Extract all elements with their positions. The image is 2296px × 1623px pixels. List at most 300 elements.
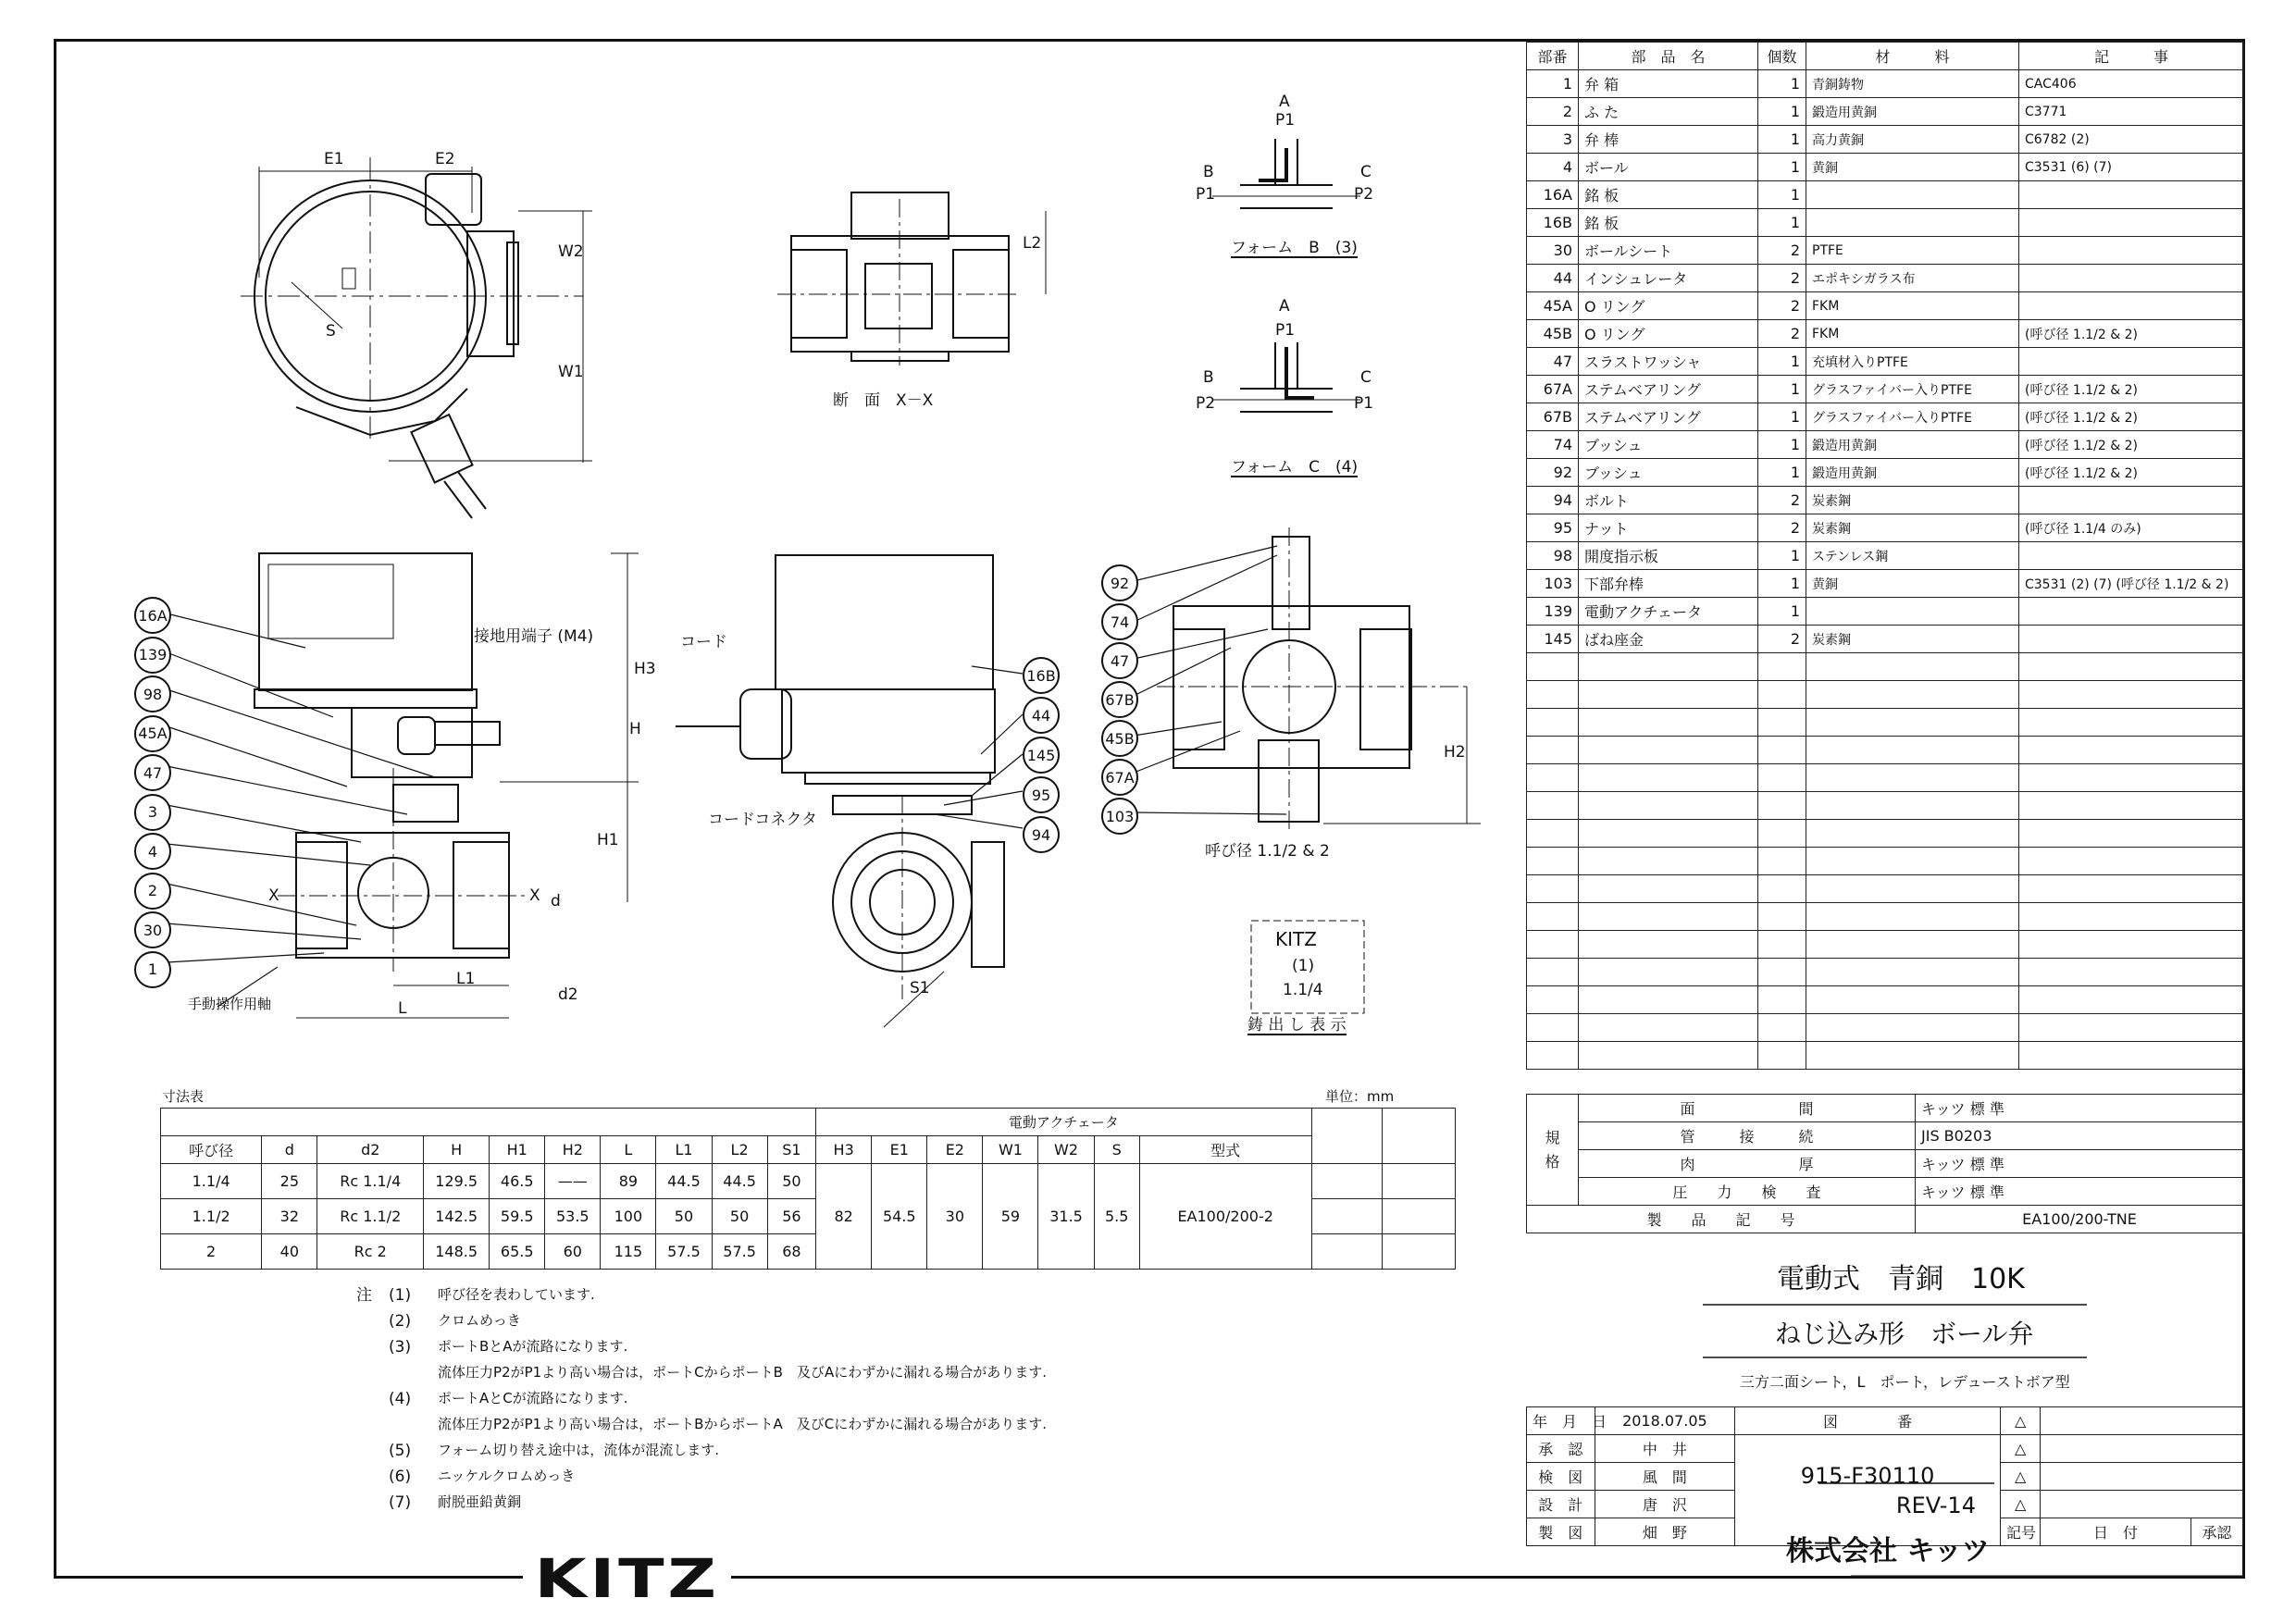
rev-header-approval: 承認 [2191, 1518, 2242, 1546]
note-number: (4) [389, 1390, 412, 1408]
note-text: ポートBとAが流路になります. [438, 1338, 628, 1355]
parts-row-empty [1527, 792, 2244, 820]
part-no: 94 [1527, 487, 1579, 514]
note-text: クロムめっき [438, 1312, 521, 1329]
label-cord: コード [680, 633, 727, 651]
part-qty: 1 [1758, 376, 1806, 403]
label-port-c: C [1360, 163, 1371, 181]
header-part-name: 部 品 名 [1579, 43, 1758, 70]
note-text: 耐脱亜鉛黄銅 [438, 1493, 522, 1510]
parts-row-empty [1527, 653, 2244, 681]
part-callout: 74 [1101, 603, 1138, 640]
dim-header-cell: H2 [545, 1136, 601, 1164]
dim-row [161, 1164, 1456, 1199]
dim-header-cell: 型式 [1139, 1136, 1311, 1164]
dim-header-cell: L2 [712, 1136, 767, 1164]
part-no: 47 [1527, 348, 1579, 376]
part-remarks [2019, 209, 2244, 237]
label-h3: H3 [634, 660, 656, 678]
dim-cell: Rc 1.1/4 [317, 1164, 424, 1199]
part-no: 44 [1527, 265, 1579, 292]
header-remarks: 記 事 [2019, 43, 2244, 70]
part-remarks: C3531 (6) (7) [2019, 154, 2244, 181]
parts-row [1527, 98, 2244, 126]
dim-cell: 40 [262, 1234, 317, 1270]
parts-row-empty [1527, 875, 2244, 903]
cast-line-note: (1) [1292, 957, 1315, 975]
parts-row-empty [1527, 931, 2244, 959]
part-material: 高力黄銅 [1806, 126, 2019, 154]
part-no: 16B [1527, 209, 1579, 237]
front-view [254, 553, 639, 1018]
part-material: 鍛造用黄銅 [1806, 98, 2019, 126]
part-qty: 2 [1758, 514, 1806, 542]
parts-row-empty [1527, 848, 2244, 875]
part-callout: 92 [1101, 564, 1138, 601]
dim-table-caption: 寸法表 [162, 1088, 205, 1105]
part-qty: 2 [1758, 237, 1806, 265]
dim-header-cell: H3 [816, 1136, 872, 1164]
dim-cell: 50 [656, 1199, 712, 1234]
label-h1: H1 [597, 831, 619, 849]
part-material: 炭素鋼 [1806, 487, 2019, 514]
parts-row-empty [1527, 764, 2244, 792]
label-manual-shaft: 手動操作用軸 [188, 996, 272, 1012]
part-callout: 145 [1023, 737, 1060, 774]
dim-cell: 1.1/4 [161, 1164, 262, 1199]
part-remarks: C3771 [2019, 98, 2244, 126]
part-remarks [2019, 348, 2244, 376]
dim-header-cell: S [1094, 1136, 1139, 1164]
date-label: 年 月 日 [1527, 1407, 1595, 1435]
part-name: インシュレータ [1579, 265, 1758, 292]
rev-triangle: △ [2000, 1407, 2040, 1435]
parts-row-empty [1527, 1014, 2244, 1042]
dim-cell: 115 [601, 1234, 656, 1270]
part-remarks: (呼び径 1.1/2 & 2) [2019, 431, 2244, 459]
part-name: ステムベアリング [1579, 376, 1758, 403]
part-no: 4 [1527, 154, 1579, 181]
dim-cell: 89 [601, 1164, 656, 1199]
side-view [676, 555, 1004, 1027]
header-part-no: 部番 [1527, 43, 1579, 70]
label-cast-mark: 鋳 出 し 表 示 [1247, 1016, 1347, 1035]
dim-cell: 142.5 [424, 1199, 490, 1234]
label-h: H [629, 720, 641, 738]
dim-cell: 46.5 [490, 1164, 545, 1199]
parts-row [1527, 403, 2244, 431]
label-form-b: フォーム B (3) [1231, 239, 1358, 257]
dim-cell: Rc 1.1/2 [317, 1199, 424, 1234]
parts-row [1527, 126, 2244, 154]
label-port-b: B [1203, 163, 1214, 181]
part-callout: 67B [1101, 681, 1138, 718]
part-qty: 1 [1758, 542, 1806, 570]
dim-cell: 2 [161, 1234, 262, 1270]
parts-row-empty [1527, 986, 2244, 1014]
notes-label: 注 [356, 1286, 372, 1305]
part-callout: 47 [1101, 642, 1138, 679]
rev-triangle: △ [2000, 1463, 2040, 1491]
part-no: 45B [1527, 320, 1579, 348]
dim-header-cell: H [424, 1136, 490, 1164]
part-callout: 2 [134, 873, 171, 910]
part-remarks: C3531 (2) (7) (呼び径 1.1/2 & 2) [2019, 570, 2244, 598]
kitz-logo: KITZ [523, 1547, 731, 1610]
part-remarks [2019, 626, 2244, 653]
label-port-a: A [1279, 297, 1290, 316]
parts-row [1527, 514, 2244, 542]
parts-table-body [1527, 70, 2244, 1070]
dim-header-cell: E2 [927, 1136, 983, 1164]
part-name: 弁 棒 [1579, 126, 1758, 154]
part-material: PTFE [1806, 237, 2019, 265]
parts-row [1527, 570, 2244, 598]
part-material: エポキシガラス布 [1806, 265, 2019, 292]
part-no: 45A [1527, 292, 1579, 320]
label-section-xx: 断 面 X－X [833, 391, 934, 410]
note-text: ポートAとCが流路になります. [438, 1390, 628, 1406]
dim-cell: 59.5 [490, 1199, 545, 1234]
parts-row [1527, 292, 2244, 320]
part-name: ふ た [1579, 98, 1758, 126]
part-no: 92 [1527, 459, 1579, 487]
dim-header-cell: W1 [983, 1136, 1038, 1164]
part-remarks: (呼び径 1.1/4 のみ) [2019, 514, 2244, 542]
part-remarks: (呼び径 1.1/2 & 2) [2019, 403, 2244, 431]
label-s: S [326, 322, 336, 341]
part-callout: 30 [134, 911, 171, 948]
part-name: O リング [1579, 292, 1758, 320]
part-no: 30 [1527, 237, 1579, 265]
part-qty: 1 [1758, 459, 1806, 487]
label-p1: P1 [1196, 185, 1216, 204]
approve-name: 中 井 [1595, 1435, 1735, 1463]
dim-cell: 68 [767, 1234, 815, 1270]
note-number: (5) [389, 1442, 412, 1460]
part-qty: 1 [1758, 181, 1806, 209]
part-callout: 4 [134, 833, 171, 870]
label-p1: P1 [1275, 111, 1296, 130]
part-name: ブッシュ [1579, 459, 1758, 487]
label-l1: L1 [456, 970, 476, 988]
form-b-diagram [1212, 139, 1360, 208]
dim-cell: 60 [545, 1234, 601, 1270]
part-qty: 2 [1758, 626, 1806, 653]
part-remarks: C6782 (2) [2019, 126, 2244, 154]
dim-header-cell: W2 [1038, 1136, 1094, 1164]
dim-cell: 129.5 [424, 1164, 490, 1199]
note-number: (1) [389, 1286, 412, 1305]
part-qty: 1 [1758, 209, 1806, 237]
dim-table-header [161, 1136, 1456, 1164]
dim-header-cell: d [262, 1136, 317, 1164]
part-material [1806, 181, 2019, 209]
dim-table-body [161, 1164, 1456, 1270]
rev-header-mark: 記号 [2000, 1518, 2040, 1546]
part-callout: 45A [134, 715, 171, 752]
note-text: 呼び径を表わしています. [438, 1286, 595, 1303]
rev-header-date: 日 付 [2041, 1518, 2191, 1546]
part-callout: 1 [134, 951, 171, 988]
part-callout: 95 [1023, 776, 1060, 813]
part-material: FKM [1806, 320, 2019, 348]
label-s1: S1 [910, 979, 930, 997]
dim-cell: Rc 2 [317, 1234, 424, 1270]
part-remarks: CAC406 [2019, 70, 2244, 98]
parts-row [1527, 209, 2244, 237]
part-no: 145 [1527, 626, 1579, 653]
part-callout: 94 [1023, 816, 1060, 853]
parts-row-empty [1527, 709, 2244, 737]
dim-cell: 1.1/2 [161, 1199, 262, 1234]
label-x-right: X [529, 886, 540, 905]
draft-label: 製 図 [1527, 1518, 1595, 1546]
check-label: 検 図 [1527, 1463, 1595, 1491]
cast-line-brand: KITZ [1275, 928, 1317, 950]
dim-header-cell: E1 [872, 1136, 927, 1164]
actuator-cell: EA100/200-2 [1139, 1164, 1311, 1270]
standards-label: 規 格 [1527, 1095, 1579, 1206]
standard-item: 管 接 続 [1579, 1122, 1916, 1150]
actuator-top-view [241, 157, 592, 518]
note-number: (6) [389, 1468, 412, 1486]
title-line-1: 電動式 青銅 10K [1777, 1263, 2025, 1295]
label-port-c: C [1360, 368, 1371, 387]
dim-table-unit: 単位：mm [1325, 1088, 1395, 1105]
label-d: d [551, 892, 561, 911]
dim-header-cell: H1 [490, 1136, 545, 1164]
dim-header-cell: L1 [656, 1136, 712, 1164]
parts-row [1527, 376, 2244, 403]
note-number: (7) [389, 1493, 412, 1512]
part-material: グラスファイバー入りPTFE [1806, 376, 2019, 403]
part-material: グラスファイバー入りPTFE [1806, 403, 2019, 431]
part-name: スラストワッシャ [1579, 348, 1758, 376]
cast-line-size: 1.1/4 [1283, 981, 1323, 999]
part-material: 鍛造用黄銅 [1806, 431, 2019, 459]
part-name: ブッシュ [1579, 431, 1758, 459]
part-name: ステムベアリング [1579, 403, 1758, 431]
part-name: 銘 板 [1579, 181, 1758, 209]
standard-value: キッツ 標 準 [1916, 1178, 2244, 1206]
part-callout: 103 [1101, 798, 1138, 835]
standard-item: 圧 力 検 査 [1579, 1178, 1916, 1206]
parts-row [1527, 237, 2244, 265]
part-qty: 1 [1758, 598, 1806, 626]
dim-cell: 56 [767, 1199, 815, 1234]
sectional-view [1157, 527, 1481, 833]
label-p2: P2 [1354, 185, 1374, 204]
note-text: 流体圧力P2がP1より高い場合は，ポートBからポートA 及びCにわずかに漏れる場合があります. [438, 1416, 1047, 1432]
part-remarks: (呼び径 1.1/2 & 2) [2019, 376, 2244, 403]
parts-row [1527, 348, 2244, 376]
dim-cell: 50 [767, 1164, 815, 1199]
part-name: 下部弁棒 [1579, 570, 1758, 598]
part-no: 98 [1527, 542, 1579, 570]
actuator-cell: 31.5 [1038, 1164, 1094, 1270]
part-remarks [2019, 181, 2244, 209]
actuator-cell: 5.5 [1094, 1164, 1139, 1270]
part-remarks [2019, 487, 2244, 514]
dim-cell: 57.5 [712, 1234, 767, 1270]
part-no: 95 [1527, 514, 1579, 542]
label-w2: W2 [558, 242, 584, 261]
parts-table [1526, 42, 2244, 1070]
part-qty: 1 [1758, 154, 1806, 181]
title-line-2: ねじ込み形 ボール弁 [1775, 1319, 2034, 1349]
part-qty: 1 [1758, 98, 1806, 126]
note-text: 流体圧力P2がP1より高い場合は，ポートCからポートB 及びAにわずかに漏れる場合があります. [438, 1364, 1047, 1381]
parts-row-empty [1527, 681, 2244, 709]
parts-row [1527, 320, 2244, 348]
part-qty: 1 [1758, 348, 1806, 376]
part-name: ボール [1579, 154, 1758, 181]
date-value: 2018.07.05 [1595, 1407, 1735, 1435]
part-callout: 98 [134, 675, 171, 712]
header-qty: 個数 [1758, 43, 1806, 70]
part-qty: 1 [1758, 431, 1806, 459]
part-no: 67B [1527, 403, 1579, 431]
parts-row-empty [1527, 737, 2244, 764]
parts-row [1527, 431, 2244, 459]
part-callout: 47 [134, 754, 171, 791]
part-qty: 2 [1758, 265, 1806, 292]
part-callout: 16B [1023, 657, 1060, 694]
label-ground-terminal: 接地用端子 (M4) [474, 627, 594, 646]
dim-cell: 100 [601, 1199, 656, 1234]
part-qty: 2 [1758, 487, 1806, 514]
part-no: 3 [1527, 126, 1579, 154]
standard-item: 肉 厚 [1579, 1150, 1916, 1178]
parts-row [1527, 70, 2244, 98]
standard-value: キッツ 標 準 [1916, 1095, 2244, 1122]
part-qty: 1 [1758, 70, 1806, 98]
part-remarks [2019, 542, 2244, 570]
check-name: 風 間 [1595, 1463, 1735, 1491]
label-p2: P2 [1196, 394, 1216, 413]
part-name: 銘 板 [1579, 209, 1758, 237]
company-name: 株式会社 キッツ [1786, 1535, 1990, 1567]
part-name: ボールシート [1579, 237, 1758, 265]
note-number: (3) [389, 1338, 412, 1357]
title-block-table [1526, 1406, 2243, 1546]
part-remarks [2019, 265, 2244, 292]
part-name: 開度指示板 [1579, 542, 1758, 570]
label-p1: P1 [1354, 394, 1374, 413]
dim-cell: 148.5 [424, 1234, 490, 1270]
title-line-3: 三方二面シート，L ポート，レデューストボア型 [1740, 1373, 2070, 1391]
dim-cell: 32 [262, 1199, 317, 1234]
actuator-cell: 59 [983, 1164, 1038, 1270]
dim-cell: 53.5 [545, 1199, 601, 1234]
dim-header-cell: 呼び径 [161, 1136, 262, 1164]
parts-row-empty [1527, 959, 2244, 986]
label-port-a: A [1279, 93, 1290, 111]
part-callout: 16A [134, 597, 171, 634]
design-label: 設 計 [1527, 1491, 1595, 1518]
part-no: 139 [1527, 598, 1579, 626]
form-c-diagram [1212, 342, 1360, 412]
part-name: 電動アクチェータ [1579, 598, 1758, 626]
dim-cell: 25 [262, 1164, 317, 1199]
part-callout: 44 [1023, 697, 1060, 734]
note-text: フォーム切り替え途中は，流体が混流します. [438, 1442, 720, 1458]
part-material: FKM [1806, 292, 2019, 320]
parts-row-empty [1527, 820, 2244, 848]
part-no: 103 [1527, 570, 1579, 598]
parts-row [1527, 181, 2244, 209]
rev-triangle: △ [2000, 1435, 2040, 1463]
part-material: 炭素鋼 [1806, 514, 2019, 542]
part-qty: 1 [1758, 570, 1806, 598]
part-no: 16A [1527, 181, 1579, 209]
dim-cell: 44.5 [656, 1164, 712, 1199]
note-text: ニッケルクロムめっき [438, 1468, 576, 1484]
part-qty: 2 [1758, 320, 1806, 348]
drawing-number-label: 図 番 [1735, 1407, 2001, 1435]
part-remarks [2019, 292, 2244, 320]
part-material: 炭素鋼 [1806, 626, 2019, 653]
part-material: ステンレス鋼 [1806, 542, 2019, 570]
standard-value: キッツ 標 準 [1916, 1150, 2244, 1178]
part-callout: 139 [134, 637, 171, 674]
header-material: 材 料 [1806, 43, 2019, 70]
standards-table [1526, 1094, 2244, 1233]
dim-header-cell: d2 [317, 1136, 424, 1164]
part-name: O リング [1579, 320, 1758, 348]
dim-cell: 50 [712, 1199, 767, 1234]
actuator-cell: 82 [816, 1164, 872, 1270]
part-material: 黄銅 [1806, 154, 2019, 181]
part-remarks [2019, 237, 2244, 265]
draft-name: 畑 野 [1595, 1518, 1735, 1546]
parts-row [1527, 598, 2244, 626]
dim-cell: 44.5 [712, 1164, 767, 1199]
standard-value: JIS B0203 [1916, 1122, 2244, 1150]
dimension-table [160, 1108, 1456, 1270]
part-remarks [2019, 598, 2244, 626]
label-port-b: B [1203, 368, 1214, 387]
label-w1: W1 [558, 363, 584, 381]
label-cord-connector: コードコネクタ [708, 811, 817, 829]
revision: REV-14 [1895, 1492, 1976, 1518]
part-no: 1 [1527, 70, 1579, 98]
dim-header-cell: S1 [767, 1136, 815, 1164]
part-remarks: (呼び径 1.1/2 & 2) [2019, 459, 2244, 487]
dim-cell: 57.5 [656, 1234, 712, 1270]
parts-row [1527, 487, 2244, 514]
actuator-cell: 30 [927, 1164, 983, 1270]
part-qty: 1 [1758, 126, 1806, 154]
actuator-cell: 54.5 [872, 1164, 927, 1270]
part-material [1806, 598, 2019, 626]
dim-header-cell: L [601, 1136, 656, 1164]
label-size-note: 呼び径 1.1/2 & 2 [1205, 842, 1330, 861]
part-material: 充填材入りPTFE [1806, 348, 2019, 376]
product-code: EA100/200-TNE [1916, 1206, 2244, 1233]
parts-row-empty [1527, 1042, 2244, 1070]
part-name: 弁 箱 [1579, 70, 1758, 98]
part-no: 74 [1527, 431, 1579, 459]
label-e2: E2 [435, 150, 455, 168]
parts-row [1527, 626, 2244, 653]
parts-table-header [1527, 43, 2244, 70]
dim-cell: —— [545, 1164, 601, 1199]
parts-row-empty [1527, 903, 2244, 931]
part-name: ばね座金 [1579, 626, 1758, 653]
standard-item: 面 間 [1579, 1095, 1916, 1122]
